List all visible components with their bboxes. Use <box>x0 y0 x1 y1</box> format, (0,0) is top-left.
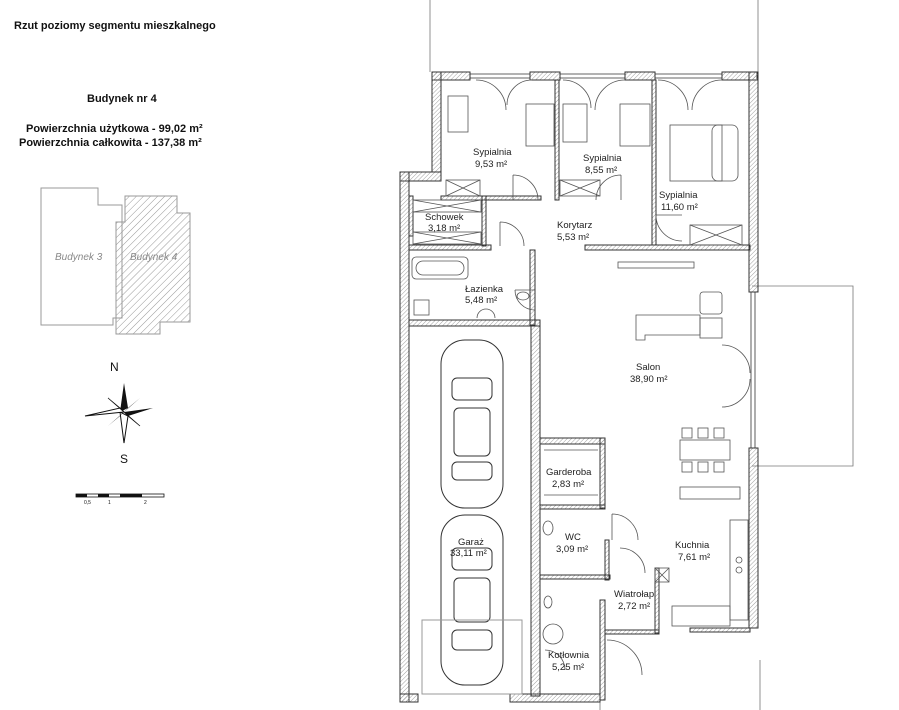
room-kotlownia-name: Kotłownia <box>548 650 590 661</box>
building-number: Budynek nr 4 <box>87 93 157 105</box>
room-sypialnia-1-area: 9,53 m² <box>475 159 508 170</box>
room-garaz-area: 33,11 m² <box>450 548 487 559</box>
key-plan-label-3: Budynek 3 <box>55 252 103 263</box>
room-wc-area: 3,09 m² <box>556 544 589 555</box>
scale-bar <box>76 494 164 497</box>
room-lazienka-name: Łazienka <box>465 284 504 295</box>
room-garderoba-area: 2,83 m² <box>552 479 585 490</box>
room-kuchnia-area: 7,61 m² <box>678 552 711 563</box>
room-sypialnia-2-name: Sypialnia <box>583 153 622 164</box>
room-sypialnia-3-name: Sypialnia <box>659 190 698 201</box>
garage-cars <box>422 340 522 694</box>
compass-rose <box>85 383 153 443</box>
scale-tick-2: 2 <box>144 500 147 506</box>
room-salon-name: Salon <box>636 362 661 373</box>
room-korytarz-name: Korytarz <box>557 220 593 231</box>
room-kotlownia-area: 5,25 m² <box>552 662 585 673</box>
room-sypialnia-1-name: Sypialnia <box>473 147 512 158</box>
room-schowek-name: Schowek <box>425 212 464 223</box>
compass-south-label: S <box>120 452 129 466</box>
room-sypialnia-3-area: 11,60 m² <box>661 202 698 213</box>
plan-title: Rzut poziomy segmentu mieszkalnego <box>14 20 216 32</box>
room-sypialnia-2-area: 8,55 m² <box>585 165 618 176</box>
room-korytarz-area: 5,53 m² <box>557 232 590 243</box>
scale-tick-0-5: 0,5 <box>84 500 91 506</box>
total-area: Powierzchnia całkowita - 137,38 m² <box>19 137 202 149</box>
room-schowek-area: 3,18 m² <box>428 223 461 234</box>
car-top <box>441 340 503 508</box>
room-kuchnia-name: Kuchnia <box>675 540 710 551</box>
usable-area: Powierzchnia użytkowa - 99,02 m² <box>26 123 203 135</box>
room-garaz-name: Garaż <box>458 537 484 548</box>
key-plan-label-4: Budynek 4 <box>130 252 178 263</box>
room-lazienka-area: 5,48 m² <box>465 295 498 306</box>
scale-tick-1: 1 <box>108 500 111 506</box>
compass-north-label: N <box>110 360 119 374</box>
room-wiatrolap-name: Wiatrołap <box>614 589 655 600</box>
room-garderoba-name: Garderoba <box>546 467 592 478</box>
key-plan-building-4 <box>116 196 190 334</box>
room-salon-area: 38,90 m² <box>630 374 668 385</box>
room-wc-name: WC <box>565 532 581 543</box>
key-plan <box>41 188 190 334</box>
room-wiatrolap-area: 2,72 m² <box>618 601 651 612</box>
